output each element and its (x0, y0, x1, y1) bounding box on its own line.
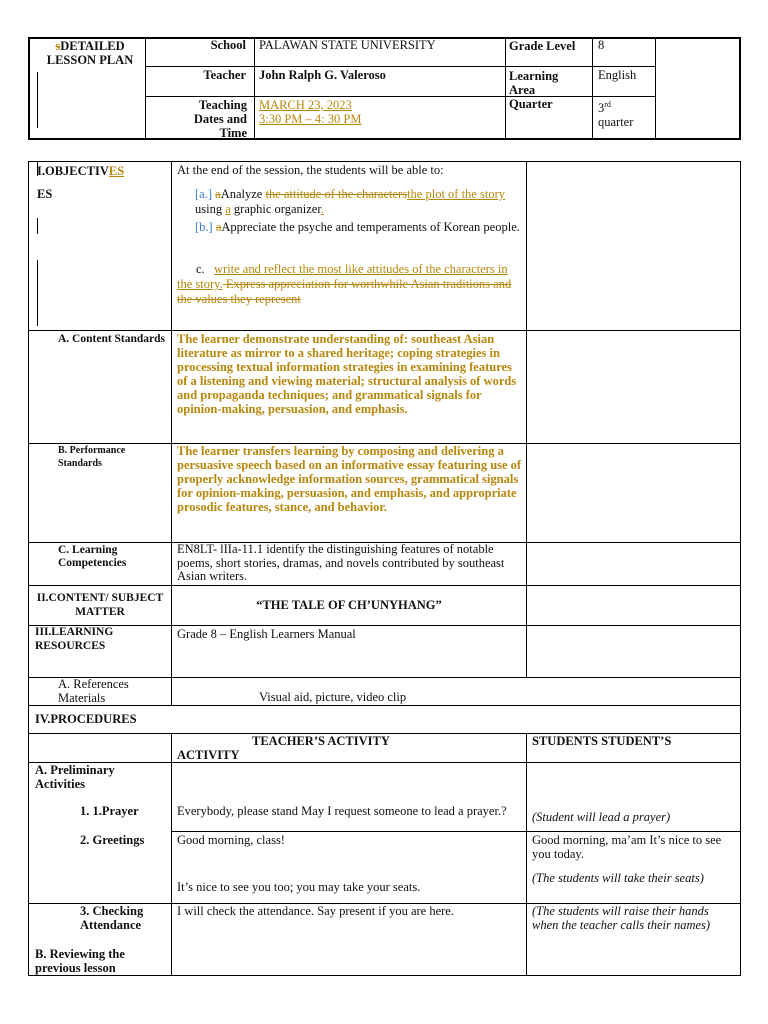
date-value: MARCH 23, 2023 (259, 98, 352, 112)
attendance-teacher: I will check the attendance. Say present if you are here. (177, 904, 454, 918)
competencies-text: EN8LT- lIIa-11.1 identify the distinguishing features of notable poems, short stories, dramas, and novels contributed by southeast Asian writers. (177, 542, 505, 583)
references-text: Visual aid, picture, video clip (259, 690, 407, 704)
area-value: English (598, 68, 637, 82)
teacher-value: John Ralph G. Valeroso (259, 68, 386, 82)
objectives-label-main: I.OBJECTIV (37, 164, 109, 178)
quarter-suffix: rd (604, 100, 611, 109)
prayer-student: (Student will lead a prayer) (532, 810, 671, 824)
procedures-label: IV.PROCEDURES (35, 712, 137, 726)
dlp-title-text: DETAILED LESSON PLAN (46, 39, 134, 67)
teacher-label: Teacher (203, 68, 246, 82)
objective-a-inserted-period: . (320, 202, 324, 216)
objective-a-inserted-phrase: the plot of the story (407, 187, 505, 201)
objective-c-deleted: Express appreciation for worthwhile Asian traditions and the values they represent (177, 277, 512, 306)
objective-c (177, 262, 520, 307)
objectives-label-inserted: ES (108, 164, 125, 178)
objective-a-marker: [a.] (195, 187, 212, 201)
greet-teacher-2: It’s nice to see you too; you may take your seats. (177, 880, 421, 894)
objectives-intro: At the end of the session, the students will be able to: (177, 163, 444, 177)
reviewing-label: B. Reviewing the previous lesson (35, 947, 125, 975)
greetings-label: 2. Greetings (80, 833, 145, 847)
prayer-teacher: Everybody, please stand May I request someone to lead a prayer.? (177, 804, 507, 818)
performance-standards-label: B. Performance Standards (58, 445, 126, 469)
performance-standards-text: The learner transfers learning by composing and delivering a persuasive speech based on an informative essay featuring use of properly acknowledge information sources, grammatical signals for opinion-making, persuasion, and emphasis, and appropriate prosodic features, stance, and behavior. (177, 444, 522, 514)
greet-student-1: Good morning, ma’am It’s nice to see you today. (532, 833, 722, 861)
objective-b-deleted-letter: a (215, 220, 222, 234)
objectives-label-es: ES (37, 187, 53, 201)
objective-b-marker: [b.] (195, 220, 213, 234)
content-label: II.CONTENT/ SUBJECT MATTER (36, 592, 164, 618)
school-value: PALAWAN STATE UNIVERSITY (259, 38, 436, 52)
quarter-word: quarter (598, 115, 634, 130)
resources-text: Grade 8 – English Learners Manual (177, 627, 356, 641)
quarter-label: Quarter (509, 97, 553, 111)
resources-label: III.LEARNING RESOURCES (35, 626, 114, 652)
activity-word: ACTIVITY (177, 748, 240, 762)
objective-a-inserted-article: a (225, 202, 231, 216)
objective-b (195, 220, 520, 235)
school-label: School (210, 38, 246, 52)
objective-a-deleted-letter: a (215, 187, 221, 201)
attendance-label: 3. Checking Attendance (80, 904, 144, 932)
prayer-label: 1. 1.Prayer (80, 804, 139, 818)
objective-c-marker: c. (196, 262, 205, 276)
grade-value: 8 (598, 38, 605, 52)
objectives-label (37, 164, 124, 179)
student-activity-head: STUDENTS STUDENT’S (532, 734, 672, 748)
grade-label: Grade Level (509, 39, 576, 53)
objective-a-text1: Analyze (220, 187, 266, 201)
competencies-label: C. Learning Competencies (58, 544, 127, 569)
objective-a-text2: using (195, 202, 226, 216)
content-standards-text: The learner demonstrate understanding of: southeast Asian literature as mirror to a shared heritage; coping strategies in processing textual information strategies in examining features of a listening and viewing material; structural analysis of words and propaganda techniques; and grammatical signals for opinion-making, persuasion, and emphasis. (177, 332, 517, 416)
content-title: “THE TALE OF CH’UNYHANG” (256, 598, 442, 612)
objective-a-deleted-phrase: the attitude of the characters (265, 187, 408, 201)
greet-teacher-1: Good morning, class! (177, 833, 285, 847)
objective-a (195, 187, 520, 217)
greet-student-2: (The students will take their seats) (532, 871, 704, 885)
objective-b-text: Appreciate the psyche and temperaments of Korean people. (221, 220, 520, 234)
attendance-student: (The students will raise their hands when the teacher calls their names) (532, 904, 711, 932)
quarter-number: 3 (598, 101, 605, 116)
dlp-title (40, 39, 140, 67)
objective-a-text3: graphic organizer (230, 202, 321, 216)
teacher-activity-head: TEACHER’S ACTIVITY (252, 734, 390, 748)
references-label: A. References Materials (58, 677, 129, 705)
time-value: 3:30 PM – 4: 30 PM (259, 112, 362, 126)
area-label: Learning Area (509, 69, 559, 97)
dates-label: Teaching Dates and Time (193, 98, 247, 140)
preliminary-label: A. Preliminary Activities (35, 763, 115, 791)
quarter-value (598, 98, 633, 129)
dlp-title-deleted-marker: s (55, 39, 61, 53)
content-standards-label: A. Content Standards (58, 333, 166, 345)
objective-c-inserted: write and reflect the most like attitudes of the characters in the story. (177, 262, 508, 291)
